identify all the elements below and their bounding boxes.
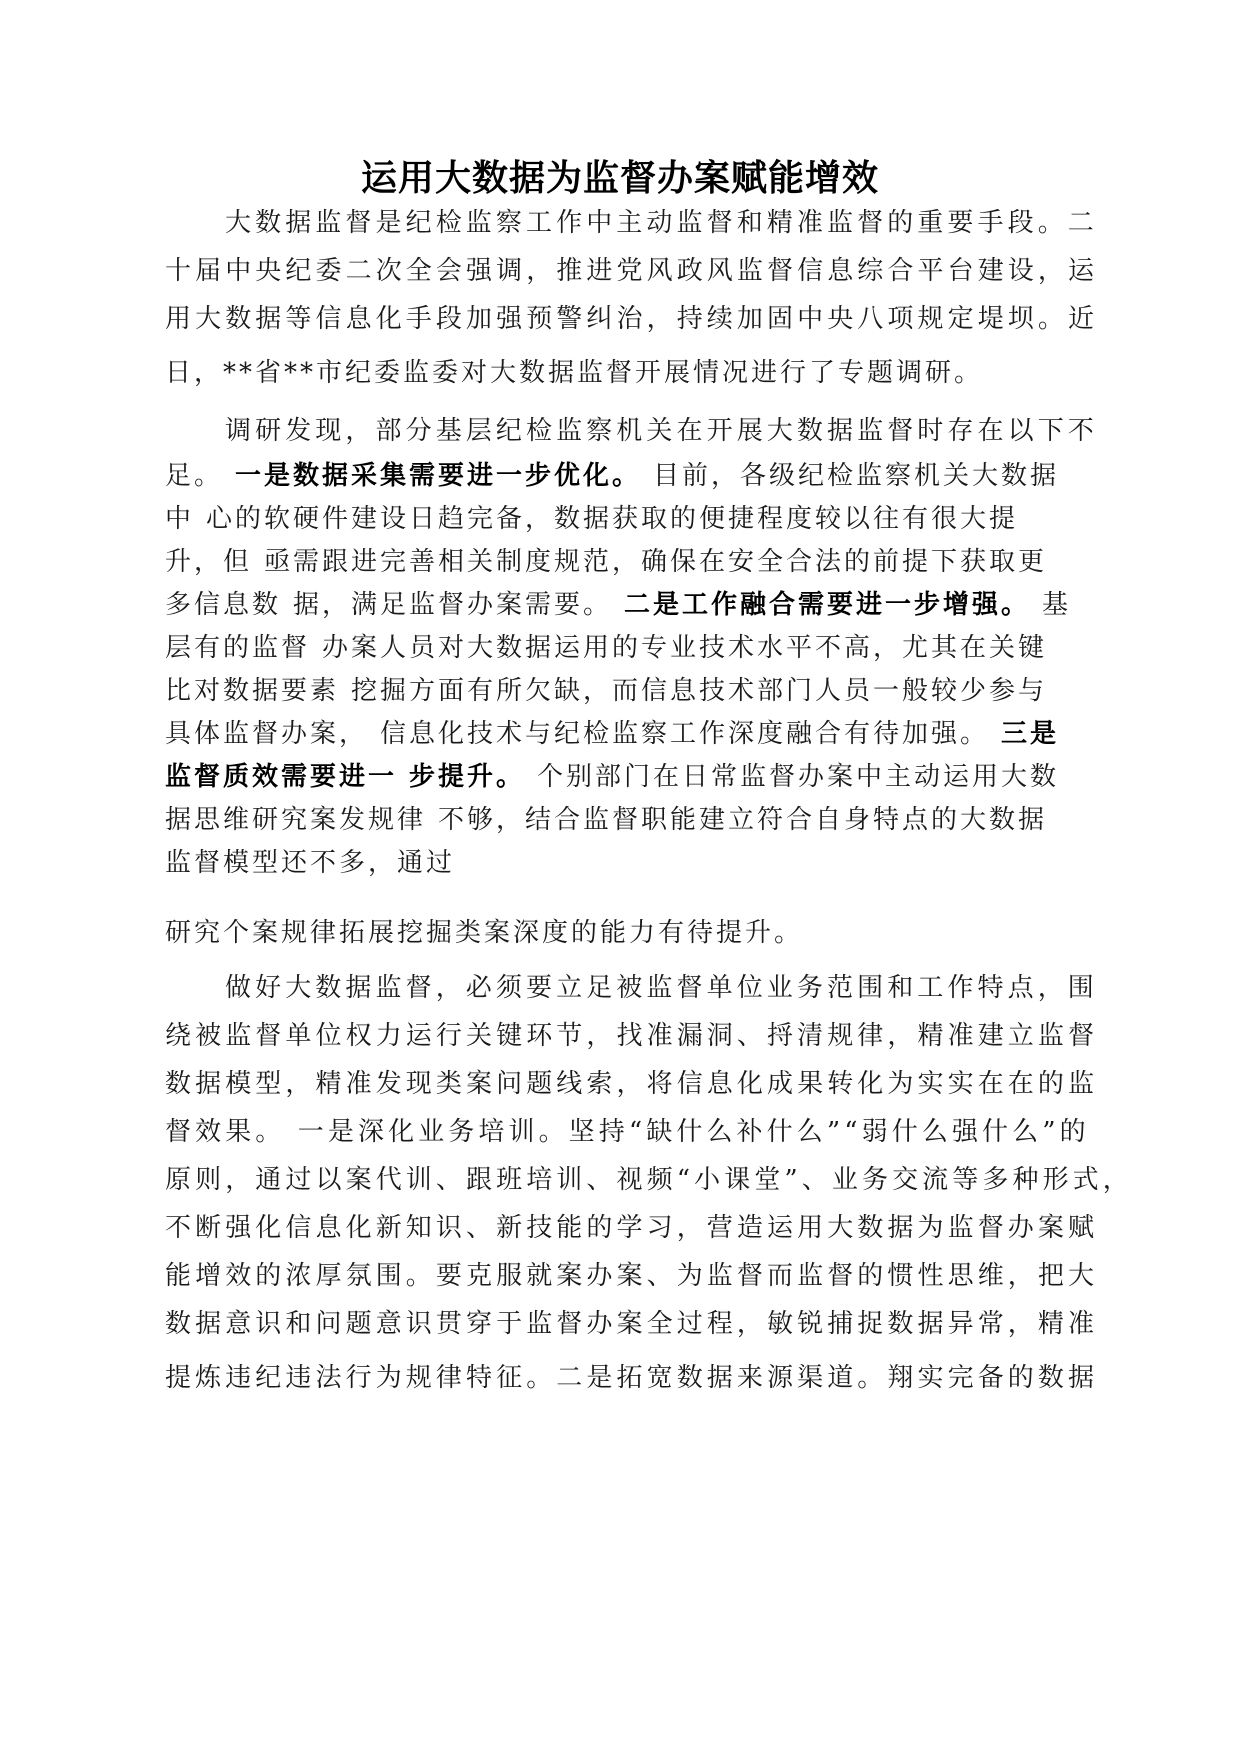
point-3-heading-end: 步提升。 <box>409 762 526 792</box>
paragraph-2-line-2 <box>165 455 1059 492</box>
text-run: 信息化技术与纪检监察工作深度融合有待加强。 <box>380 719 990 749</box>
paragraph-2-line-5 <box>165 584 1071 621</box>
text-run: 比对数据要素 <box>165 676 340 706</box>
text-run: 多信息数 <box>165 590 282 620</box>
text-run: 中 <box>165 504 195 534</box>
paragraph-2-line-4 <box>165 541 1047 578</box>
paragraph-3-line-7: 能增效的浓厚氛围。要克服就案办案、为监督而监督的惯性思维，把大 <box>165 1261 1099 1291</box>
text-run: 心的软硬件建设日趋完备，数据获取的便捷程度较以往有很大提 <box>206 504 1019 534</box>
paragraph-3-line-4: 督效果。 一是深化业务培训。坚持“缺什么补什么”“弱什么强什么”的 <box>165 1117 1090 1147</box>
text-run: 亟需跟进完善相关制度规范，确保在安全合法的前提下获取更 <box>264 547 1048 577</box>
text-run: 据，满足监督办案需要。 <box>293 590 613 620</box>
point-2-heading: 二是工作融合需要进一步增强。 <box>624 590 1031 620</box>
text-run: 足。 <box>165 461 224 491</box>
text-run: 目前，各级纪检监察机关大数据 <box>653 461 1060 491</box>
paragraph-2-line-10 <box>165 799 1047 836</box>
text-run: 基 <box>1042 590 1072 620</box>
paragraph-1-line-1: 大数据监督是纪检监察工作中主动监督和精准监督的重要手段。二 <box>225 208 1098 238</box>
point-3-heading: 监督质效需要进一 <box>165 762 398 792</box>
text-run: 据思维研究案发规律 <box>165 805 427 835</box>
paragraph-2-line-1: 调研发现，部分基层纪检监察机关在开展大数据监督时存在以下不 <box>225 416 1098 446</box>
page-title: 运用大数据为监督办案赋能增效 <box>360 157 879 199</box>
paragraph-1-line-3: 用大数据等信息化手段加强预警纠治，持续加固中央八项规定堤坝。近 <box>165 304 1099 334</box>
text-run: 层有的监督 <box>165 633 311 663</box>
paragraph-3-line-1: 做好大数据监督，必须要立足被监督单位业务范围和工作特点，围 <box>225 973 1098 1003</box>
text-run: 个别部门在日常监督办案中主动运用大数 <box>537 762 1060 792</box>
paragraph-3-line-6: 不断强化信息化新知识、新技能的学习，营造运用大数据为监督办案赋 <box>165 1213 1099 1243</box>
text-run: 不够，结合监督职能建立符合自身特点的大数据 <box>438 805 1048 835</box>
paragraph-2-line-3 <box>165 498 1018 535</box>
text-run: 具体监督办案， <box>165 719 369 749</box>
text-run: 办案人员对大数据运用的专业技术水平不高，尤其在关键 <box>322 633 1048 663</box>
text-run: 升，但 <box>165 547 253 577</box>
paragraph-1-line-4: 日，**省**市纪委监委对大数据监督开展情况进行了专题调研。 <box>165 358 984 388</box>
paragraph-2-line-6 <box>165 627 1047 664</box>
paragraph-2-line-7 <box>165 670 1047 707</box>
point-1-heading: 一是数据采集需要进一步优化。 <box>235 461 642 491</box>
paragraph-2-line-12: 研究个案规律拓展挖掘类案深度的能力有待提升。 <box>165 918 804 948</box>
paragraph-3-line-3: 数据模型，精准发现类案问题线索，将信息化成果转化为实实在在的监 <box>165 1069 1099 1099</box>
paragraph-3-line-9: 提炼违纪违法行为规律特征。二是拓宽数据来源渠道。翔实完备的数据 <box>165 1363 1099 1393</box>
paragraph-2-line-8 <box>165 713 1059 750</box>
point-3-heading-start: 三是 <box>1001 719 1060 749</box>
paragraph-3-line-2: 绕被监督单位权力运行关键环节，找准漏洞、捋清规律，精准建立监督 <box>165 1021 1099 1051</box>
text-run: 挖掘方面有所欠缺，而信息技术部门人员一般较少参与 <box>351 676 1048 706</box>
paragraph-3-line-8: 数据意识和问题意识贯穿于监督办案全过程，敏锐捕捉数据异常，精准 <box>165 1309 1099 1339</box>
paragraph-1-line-2: 十届中央纪委二次全会强调，推进党风政风监督信息综合平台建设，运 <box>165 256 1099 286</box>
paragraph-2-line-11: 监督模型还不多，通过 <box>165 848 456 878</box>
paragraph-2-line-9 <box>165 756 1059 793</box>
paragraph-3-line-5: 原则，通过以案代训、跟班培训、视频“小课堂”、业务交流等多种形式， <box>165 1165 1133 1195</box>
